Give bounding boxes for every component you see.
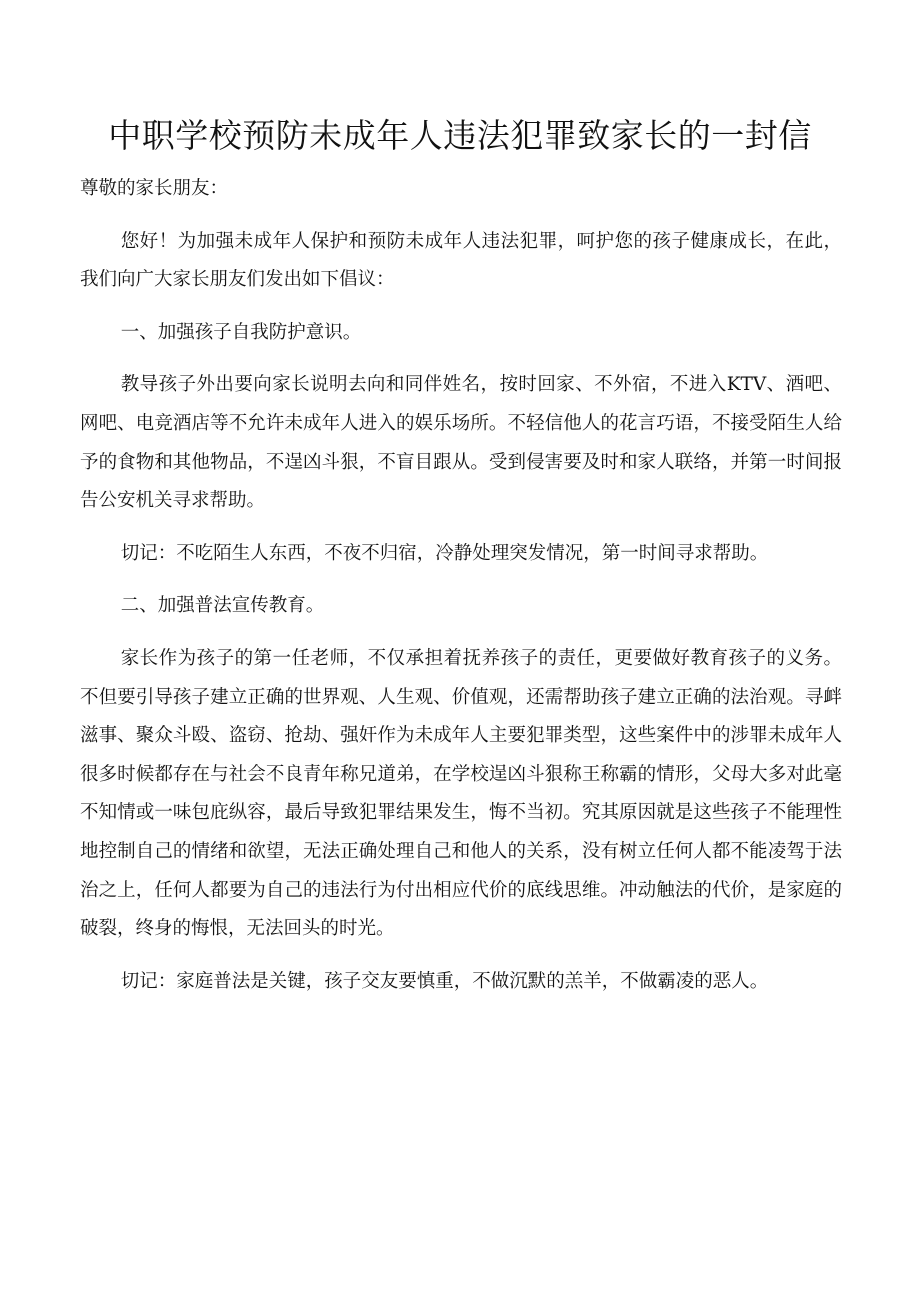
document-title: 中职学校预防未成年人违法犯罪致家长的一封信 (108, 116, 812, 155)
section-heading-2: 二、加强普法宣传教育。 (120, 595, 325, 617)
reminder-2: 切记：家庭普法是关键，孩子交友要慎重，不做沉默的羔羊，不做霸凌的恶人。 (120, 970, 769, 992)
section-2-paragraph: 家长作为孩子的第一任老师，不仅承担着抚养孩子的责任，更要做好教育孩子的义务。不但要引导孩子建立正确的世界观、人生观、价值观，还需帮助孩子建立正确的法治观。寻衅滋事、聚众斗殴、盗窃、抢劫、强奸作为未成年人主要犯罪类型，这些案件中的涉罪未成年人很多时候都存在与社会不良青年称兄道弟，在学校逞凶斗狠称王称霸的情形，父母大多对此毫不知情或一味包庇纵容，最后导致犯罪结果发生，悔不当初。究其原因就是这些孩子不能理性地控制自己的情绪和欲望，无法正确处理自己和他人的关系，没有树立任何人都不能凌驾于法治之上，任何人都要为自己的违法行为付出相应代价的底线思维。冲动触法的代价，是家庭的破裂，终身的悔恨，无法回头的时光。 (80, 647, 842, 940)
section-heading-1: 一、加强孩子自我防护意识。 (120, 321, 362, 343)
section-1-paragraph: 教导孩子外出要向家长说明去向和同伴姓名，按时回家、不外宿，不进入KTV、酒吧、网吧、电竞酒店等不允许未成年人进入的娱乐场所。不轻信他人的花言巧语，不接受陌生人给予的食物和其他物品，不逞凶斗狠，不盲目跟从。受到侵害要及时和家人联络，并第一时间报告公安机关寻求帮助。 (80, 374, 842, 512)
salutation: 尊敬的家长朋友： (80, 178, 229, 199)
greeting-paragraph: 您好！为加强未成年人保护和预防未成年人违法犯罪，呵护您的孩子健康成长，在此，我们向广大家长朋友们发出如下倡议： (80, 230, 842, 291)
letter-body (80, 170, 842, 1001)
reminder-1: 切记：不吃陌生人东西，不夜不归宿，冷静处理突发情况，第一时间寻求帮助。 (120, 542, 769, 564)
